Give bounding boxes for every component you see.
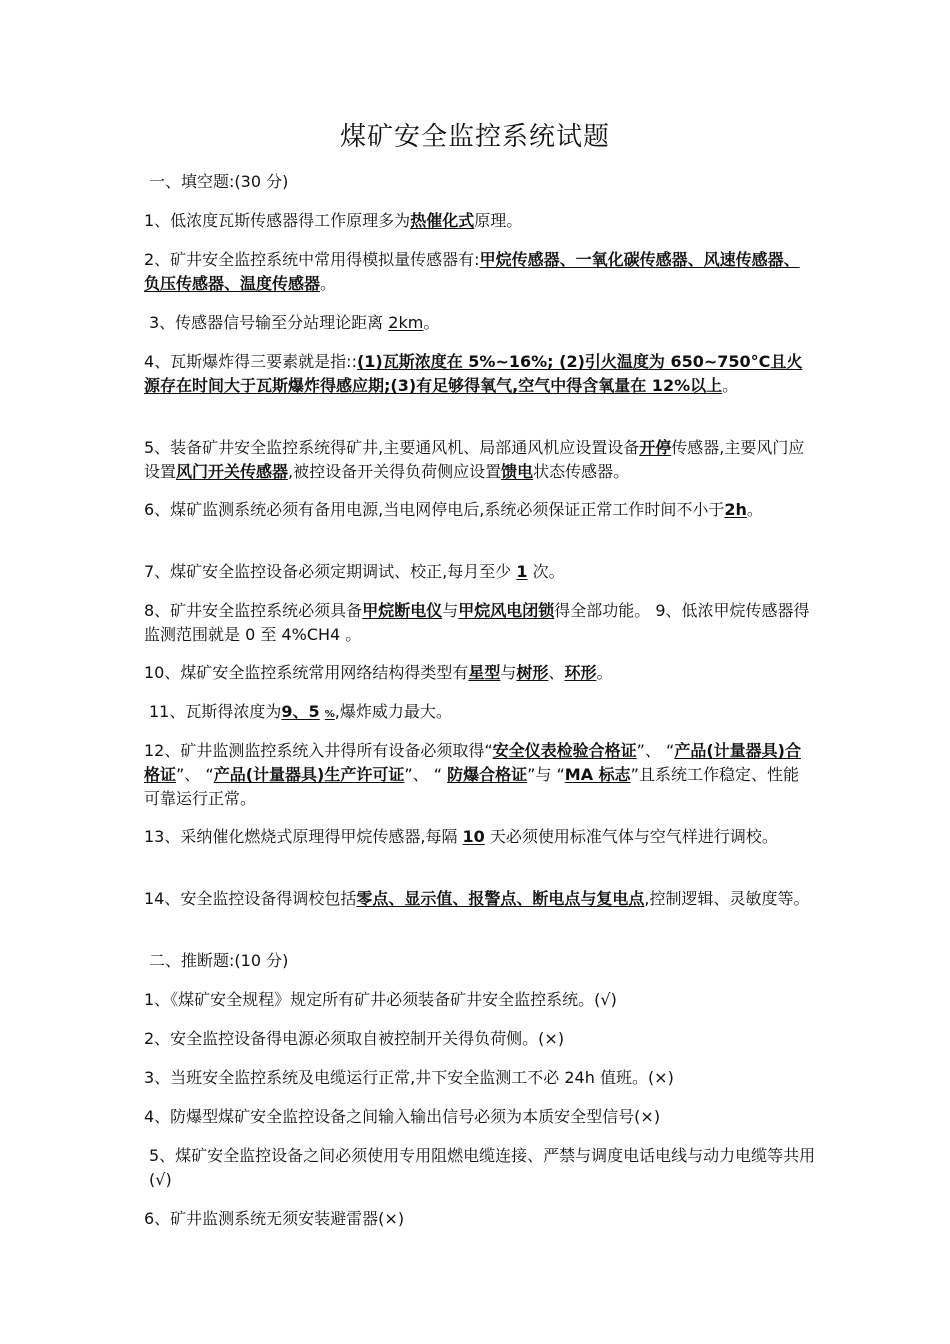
question-10: 10、煤矿安全监控系统常用网络结构得类型有星型与树形、环形。 [144, 663, 613, 682]
question-6: 6、煤矿监测系统必须有备用电源,当电网停电后,系统必须保证正常工作时间不小于2h。 [144, 500, 763, 519]
question-8-9: 8、矿井安全监控系统必须具备甲烷断电仪与甲烷风电闭锁得全部功能。 9、低浓甲烷传感器得监测范围就是 0 至 4%CH4 。 [144, 601, 810, 644]
question-1: 1、低浓度瓦斯传感器得工作原理多为热催化式原理。 [144, 211, 523, 230]
answer-10b: 树形 [516, 663, 549, 682]
answer-8b: 甲烷风电闭锁 [458, 601, 555, 620]
answer-11: 9、5 [281, 702, 320, 721]
answer-10c: 环形 [564, 663, 597, 682]
question-14: 14、安全监控设备得调校包括零点、显示值、报警点、断电点与复电点,控制逻辑、灵敏度等。 [144, 889, 810, 908]
question-2: 2、矿井安全监控系统中常用得模拟量传感器有:甲烷传感器、一氧化碳传感器、风速传感器、负压传感器、温度传感器。 [144, 250, 800, 293]
question-11: 11、瓦斯得浓度为9、5 %,爆炸威力最大。 [149, 702, 452, 721]
answer-12a: 安全仪表检验合格证 [492, 741, 637, 760]
judgement-1: 1、《煤矿安全规程》规定所有矿井必须装备矿井安全监控系统。(√) [144, 990, 617, 1009]
answer-12e: MA 标志 [564, 765, 631, 784]
answer-6: 2h [724, 500, 747, 519]
judgement-2: 2、安全监控设备得电源必须取自被控制开关得负荷侧。(×) [144, 1029, 565, 1048]
judgement-6: 6、矿井监测系统无须安装避雷器(×) [144, 1209, 405, 1228]
question-7: 7、煤矿安全监控设备必须定期调试、校正,每月至少 1 次。 [144, 562, 565, 581]
answer-5c: 馈电 [501, 462, 534, 481]
answer-12c: 产品(计量器具)生产许可证 [213, 765, 405, 784]
section-1-header: 一、填空题:(30 分) [149, 172, 289, 191]
answer-12d: 防爆合格证 [447, 765, 528, 784]
question-13: 13、采纳催化燃烧式原理得甲烷传感器,每隔 10 天必须使用标准气体与空气样进行调校。 [144, 827, 778, 846]
question-4: 4、瓦斯爆炸得三要素就是指::(1)瓦斯浓度在 5%~16%; (2)引火温度为 650~750°C且火源存在时间大于瓦斯爆炸得感应期;(3)有足够得氧气,空气中得含氧量在 12%以上。 [144, 352, 803, 395]
answer-13: 10 [462, 827, 485, 846]
answer-4: (1)瓦斯浓度在 5%~16%; (2)引火温度为 650~750°C且火源存在时间大于瓦斯爆炸得感应期;(3)有足够得氧气,空气中得含氧量在 12%以上 [144, 352, 803, 395]
judgement-5: 5、煤矿安全监控设备之间必须使用专用阻燃电缆连接、严禁与调度电话电线与动力电缆等共用(√) [149, 1146, 816, 1189]
question-12: 12、矿井监测监控系统入井得所有设备必须取得“安全仪表检验合格证”、 “产品(计量器具)合格证”、 “产品(计量器具)生产许可证”、 “ 防爆合格证”与 “MA 标志”且系统工作稳定、性能可靠运行正常。 [144, 741, 801, 808]
answer-2: 甲烷传感器、一氧化碳传感器、风速传感器、负压传感器、温度传感器 [144, 250, 800, 293]
answer-1: 热催化式 [410, 211, 475, 230]
question-3: 3、传感器信号输至分站理论距离 2km。 [149, 313, 440, 332]
answer-10a: 星型 [468, 663, 501, 682]
answer-8a: 甲烷断电仪 [362, 601, 443, 620]
question-5: 5、装备矿井安全监控系统得矿井,主要通风机、局部通风机应设置设备开停传感器,主要风门应设置风门开关传感器,被控设备开关得负荷侧应设置馈电状态传感器。 [144, 438, 805, 481]
answer-14: 零点、显示值、报警点、断电点与复电点 [356, 889, 645, 908]
judgement-4: 4、防爆型煤矿安全监控设备之间输入输出信号必须为本质安全型信号(×) [144, 1107, 661, 1126]
answer-5b: 风门开关传感器 [176, 462, 289, 481]
answer-5a: 开停 [639, 438, 672, 457]
page-title: 煤矿安全监控系统试题 [339, 122, 610, 152]
answer-3: 2km [388, 313, 424, 332]
answer-12b: 产品(计量器具)合格证 [144, 741, 801, 784]
section-2-header: 二、推断题:(10 分) [149, 951, 289, 970]
answer-7: 1 [516, 562, 528, 581]
judgement-3: 3、当班安全监控系统及电缆运行正常,井下安全监测工不必 24h 值班。(×) [144, 1068, 674, 1087]
